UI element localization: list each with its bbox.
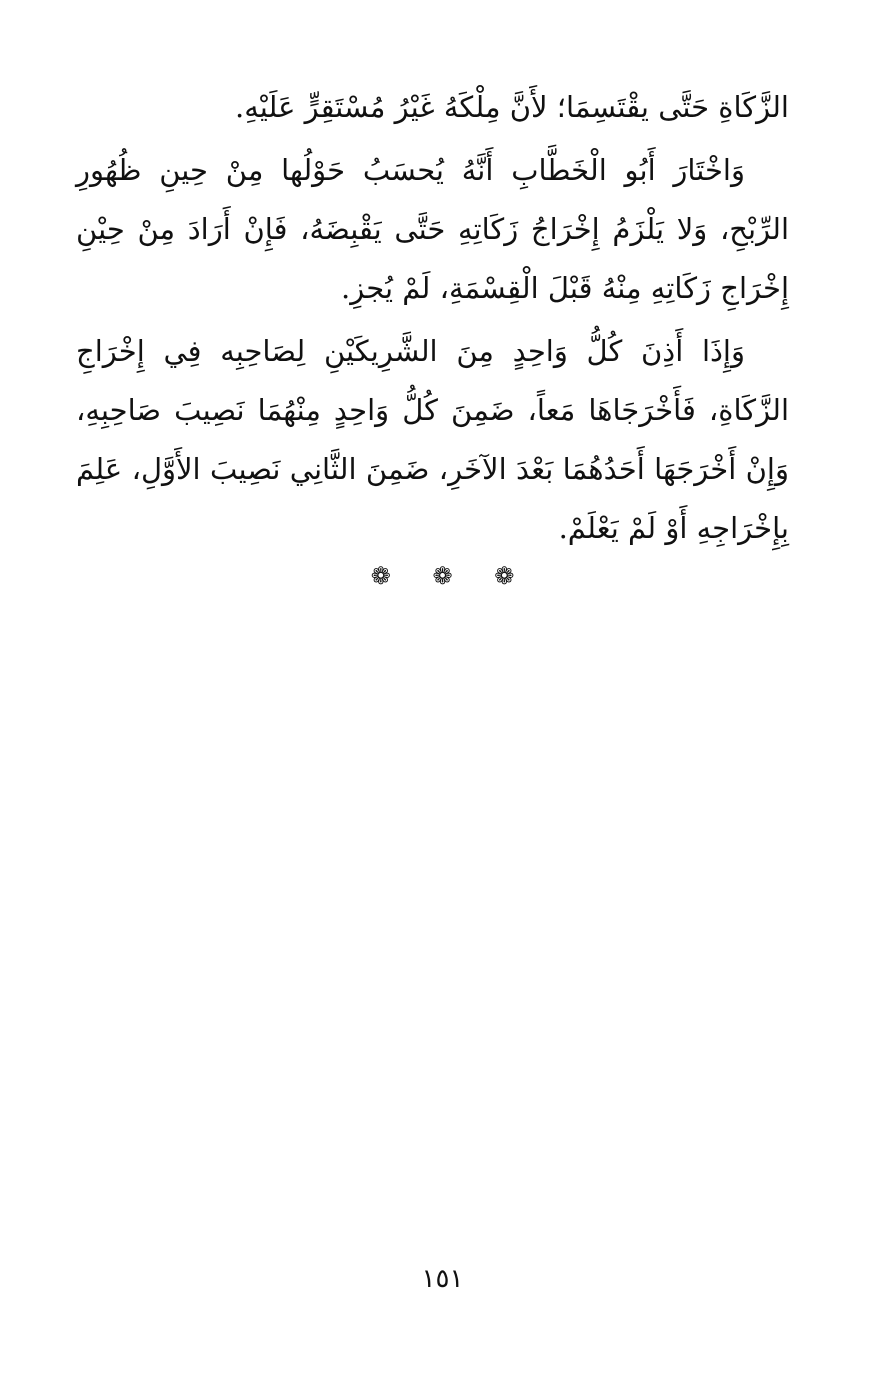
- asterism-ornament-icon: ❁: [494, 562, 515, 590]
- body-text: [76, 78, 789, 558]
- asterism-ornament-icon: ❁: [370, 562, 391, 590]
- paragraph-partners: وَإِذَا أَذِنَ كُلُّ وَاحِدٍ مِنَ الشَّرِيكَيْنِ لِصَاحِبِه فِي إِخْرَاجِ الزَّكَاةِ، فَأَخْرَجَاهَا مَعاً، ضَمِنَ كُلُّ وَاحِدٍ مِنْهُمَا نَصِيبَ صَاحِبِهِ، وَإِنْ أَخْرَجَهَا أَحَدُهُمَا بَعْدَ الآخَرِ، ضَمِنَ الثَّانِي نَصِيبَ الأَوَّلِ، عَلِمَ بِإِخْرَاجِهِ أَوْ لَمْ يَعْلَمْ.: [76, 334, 789, 545]
- asterism-ornament-icon: ❁: [432, 562, 453, 590]
- section-separator: [0, 562, 885, 590]
- page-number: ١٥١: [421, 1264, 464, 1294]
- paragraph-abu-al-khattab: وَاخْتَارَ أَبُو الْخَطَّابِ أَنَّهُ يُحسَبُ حَوْلُها مِنْ حِينِ ظُهُورِ الرِّبْحِ، وَلا يَلْزَمُ إِخْرَاجُ زَكَاتِهِ حَتَّى يَقْبِضَهُ، فَإِنْ أَرَادَ مِنْ حِيْنِ إِخْرَاجِ زَكَاتِهِ مِنْهُ قَبْلَ الْقِسْمَةِ، لَمْ يُجزِ.: [76, 153, 789, 305]
- paragraph-continuation: الزَّكَاةِ حَتَّى يقْتَسِمَا؛ لأَنَّ مِلْكَهُ غَيْرُ مُسْتَقِرٍّ عَلَيْهِ.: [235, 90, 789, 124]
